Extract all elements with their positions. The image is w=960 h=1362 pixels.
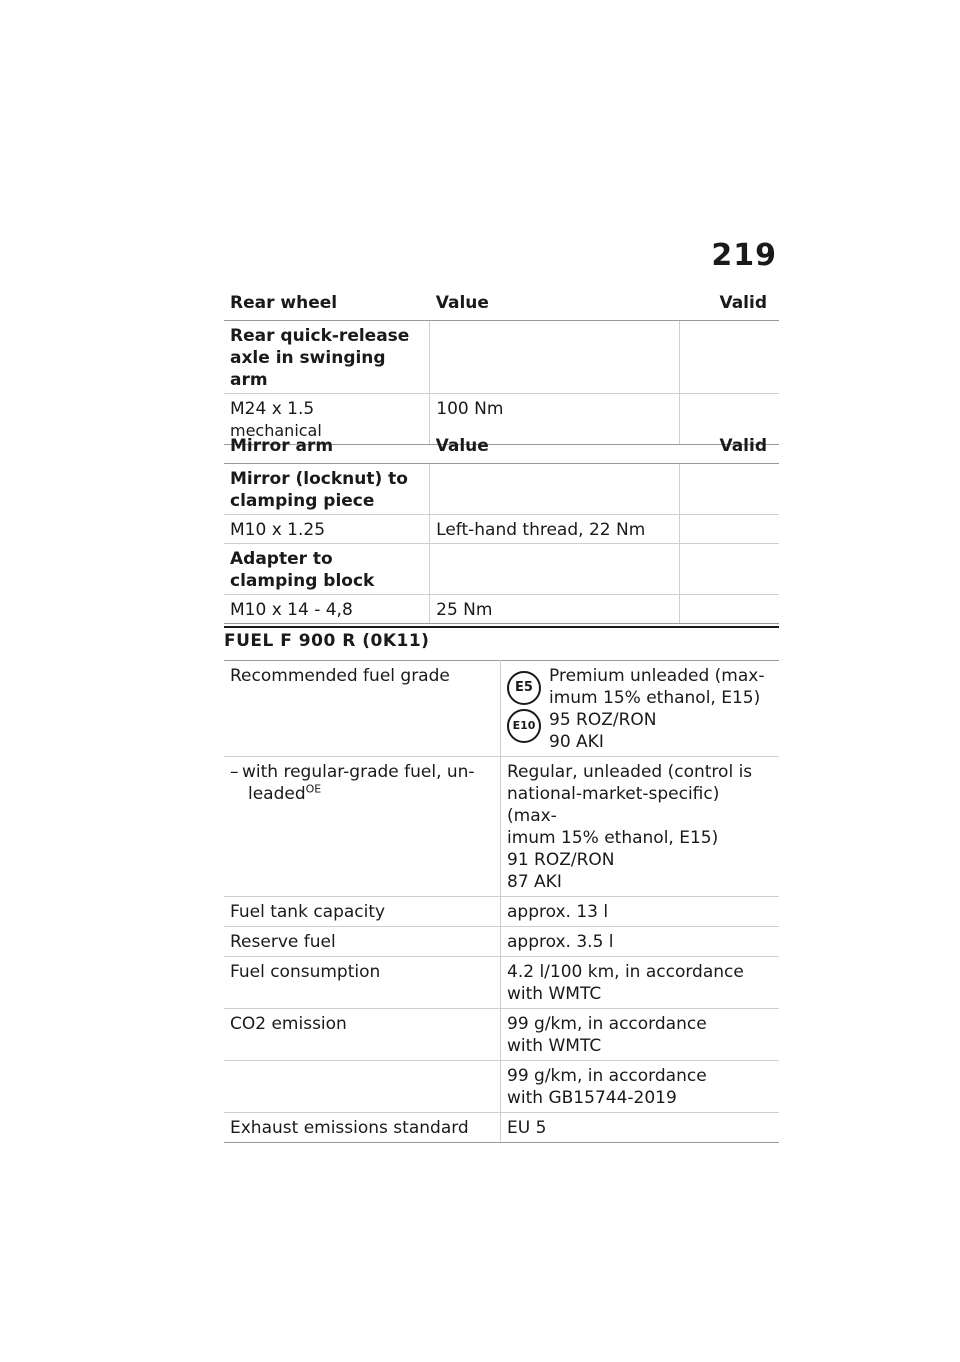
table-header-row bbox=[224, 292, 779, 321]
column-header-value: Value bbox=[430, 292, 680, 321]
table-header-row bbox=[224, 435, 779, 464]
spec-value bbox=[501, 661, 780, 757]
fuel-icons bbox=[507, 671, 545, 747]
column-header-part: Rear wheel bbox=[224, 292, 430, 321]
part-valid bbox=[680, 321, 779, 394]
value-line: 95 ROZ/RON bbox=[549, 710, 657, 730]
spec-value bbox=[501, 1061, 780, 1113]
table-row bbox=[224, 1009, 779, 1061]
dash-marker: – bbox=[230, 762, 239, 782]
table-row bbox=[224, 515, 779, 544]
spec-label: Reserve fuel bbox=[224, 927, 501, 957]
spec-value bbox=[501, 927, 780, 957]
spec-value bbox=[501, 957, 780, 1009]
column-header-part: Mirror arm bbox=[224, 435, 430, 464]
spec-label: Fuel consumption bbox=[224, 957, 501, 1009]
part-name: Adapter to clamping block bbox=[224, 544, 430, 595]
e10-fuel-icon: E10 bbox=[507, 709, 541, 743]
fuel-table bbox=[224, 660, 779, 1143]
spec-label bbox=[224, 757, 501, 897]
spec-value bbox=[501, 757, 780, 897]
value-line: Premium unleaded (max- bbox=[549, 666, 765, 686]
thread-type: mechanical bbox=[230, 421, 322, 440]
part-name: Rear quick-release axle in swinging arm bbox=[224, 321, 430, 394]
thread-size: M10 x 1.25 bbox=[224, 515, 430, 544]
table-row bbox=[224, 957, 779, 1009]
part-value bbox=[430, 464, 680, 515]
spec-label: Recommended fuel grade bbox=[224, 661, 501, 757]
value-line: 4.2 l/100 km, in accordance bbox=[507, 962, 744, 982]
value-line: 91 ROZ/RON bbox=[507, 850, 615, 870]
value-line: with WMTC bbox=[507, 984, 602, 1004]
spec-value bbox=[501, 897, 780, 927]
table-row bbox=[224, 544, 779, 595]
value-line: imum 15% ethanol, E15) bbox=[549, 688, 761, 708]
value-line: with WMTC bbox=[507, 1036, 602, 1056]
part-valid bbox=[680, 515, 779, 544]
torque-value: Left-hand thread, 22 Nm bbox=[430, 515, 680, 544]
column-header-valid: Valid bbox=[680, 435, 779, 464]
e5-fuel-icon: E5 bbox=[507, 671, 541, 705]
label-line: with regular-grade fuel, un- bbox=[242, 762, 475, 782]
table-row bbox=[224, 897, 779, 927]
label-line bbox=[242, 783, 494, 805]
table-row bbox=[224, 927, 779, 957]
table-row bbox=[224, 1061, 779, 1113]
torque-value: 25 Nm bbox=[430, 595, 680, 624]
spec-value bbox=[501, 1009, 780, 1061]
rear-wheel-table bbox=[224, 292, 779, 445]
spec-label bbox=[224, 1061, 501, 1113]
label-text: leaded bbox=[248, 784, 306, 804]
value-line: 90 AKI bbox=[549, 732, 604, 752]
optional-equipment-mark: OE bbox=[305, 782, 322, 796]
list-item bbox=[230, 761, 494, 805]
table-row bbox=[224, 595, 779, 624]
table-row bbox=[224, 757, 779, 897]
spec-label: Exhaust emissions standard bbox=[224, 1113, 501, 1143]
part-valid bbox=[680, 464, 779, 515]
thread-size: M10 x 14 - 4,8 bbox=[224, 595, 430, 624]
part-value bbox=[430, 544, 680, 595]
page-number: 219 bbox=[711, 238, 777, 273]
value-line: 99 g/km, in accordance bbox=[507, 1066, 707, 1086]
value-line: imum 15% ethanol, E15) bbox=[507, 828, 719, 848]
column-header-valid: Valid bbox=[680, 292, 779, 321]
value-line: 99 g/km, in accordance bbox=[507, 1014, 707, 1034]
value-line: EU 5 bbox=[507, 1118, 547, 1138]
fuel-grade-block bbox=[507, 665, 773, 753]
table-row bbox=[224, 661, 779, 757]
value-line: with GB15744-2019 bbox=[507, 1088, 677, 1108]
mirror-arm-table bbox=[224, 435, 779, 624]
spec-label: CO2 emission bbox=[224, 1009, 501, 1061]
part-valid bbox=[680, 595, 779, 624]
spec-value bbox=[501, 1113, 780, 1143]
value-line: national-market-specific) (max- bbox=[507, 784, 720, 826]
spec-label: Fuel tank capacity bbox=[224, 897, 501, 927]
table-row bbox=[224, 1113, 779, 1143]
section-title: FUEL F 900 R (0K11) bbox=[224, 626, 779, 651]
value-line: approx. 13 l bbox=[507, 902, 609, 922]
part-value bbox=[430, 321, 680, 394]
thread-size: M24 x 1.5 bbox=[230, 399, 315, 419]
table-row bbox=[224, 321, 779, 394]
value-line: 87 AKI bbox=[507, 872, 562, 892]
table-row bbox=[224, 464, 779, 515]
value-line: approx. 3.5 l bbox=[507, 932, 614, 952]
column-header-value: Value bbox=[430, 435, 680, 464]
part-name: Mirror (locknut) to clamping piece bbox=[224, 464, 430, 515]
value-line: Regular, unleaded (control is bbox=[507, 762, 753, 782]
torque-value: 100 Nm bbox=[430, 394, 680, 445]
part-valid bbox=[680, 544, 779, 595]
